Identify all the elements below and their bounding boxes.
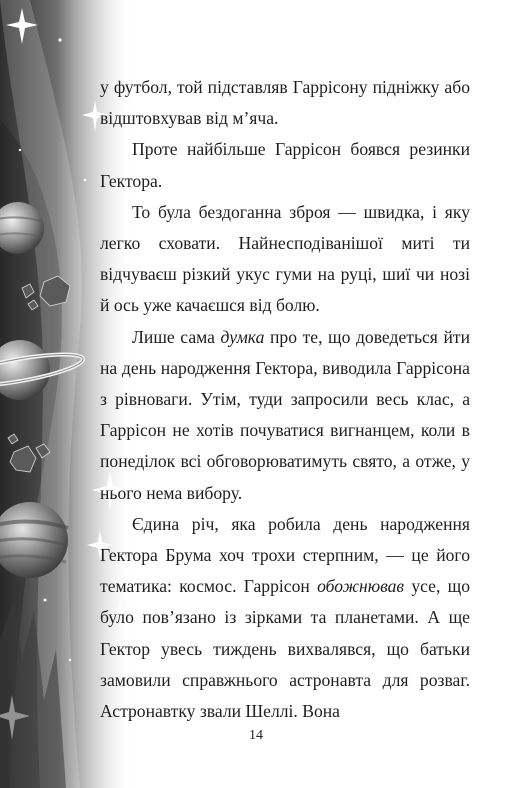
body-text (100, 72, 470, 727)
page-number: 14 (249, 728, 263, 743)
paragraph: у футбол, той підставляв Гаррісону підніжку або відштовхував від м’яча. (100, 77, 470, 129)
paragraph: Проте найбільше Гаррісон боявся резинки Гектора. (100, 139, 470, 191)
paragraph: Лише сама думка про те, що доведеться йти на день народження Гектора, виводила Гаррісона з рівноваги. Утім, туди запросили весь клас, а Гаррісон не хотів почуватися вигнанцем, коли в понеділок всі обговорюватимуть свято, а отже, у нього нема вибору. (100, 326, 470, 503)
paragraph: То була бездоганна зброя — швидка, і яку легко сховати. Найнесподіванішої миті ти відчуваєш різкий укус гуми на руці, шиї чи нозі й ось уже качаєшся від болю. (100, 201, 470, 316)
paragraph: Єдина річ, яка робила день народження Гектора Брума хоч трохи стерпним, — це його тематика: космос. Гаррісон обожнював усе, що було пов’язано із зірками та планетами. А ще Гектор увесь тиждень вихвалявся, що батьки замовили справжнього астронавта для розваг. Астронавтку звали Шеллі. Вона (100, 513, 470, 722)
